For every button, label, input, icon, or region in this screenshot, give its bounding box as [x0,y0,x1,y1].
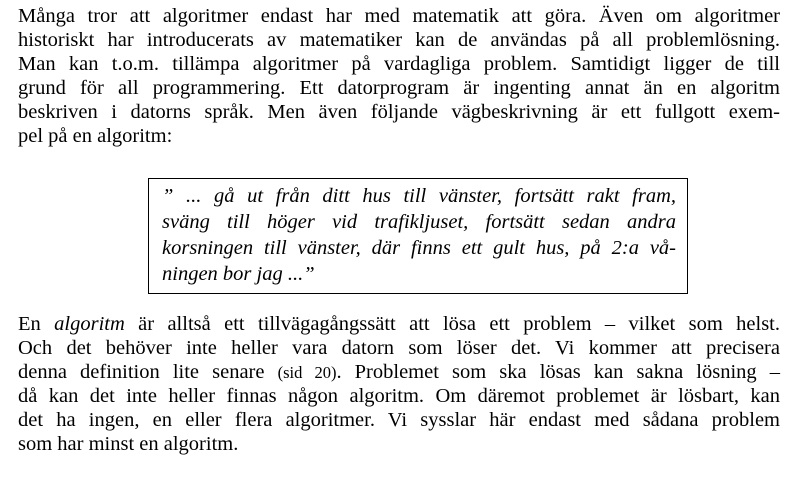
text-span: denna definition lite senare [18,361,278,383]
text-line [18,312,780,336]
text-line: då kan det inte heller finnas någon algoritm. Om däremot problemet är lösbart, kan [18,385,780,407]
text-line: historiskt har introducerats av matematiker kan de användas på all problemlösning. [18,29,780,51]
text-line: beskriven i datorns språk. Men även följande vägbeskrivning är ett fullgott exem- [18,101,780,123]
text-span: är alltså ett tillvägagångssätt att lösa ett problem – vilket som helst. [124,313,780,335]
text-line: grund för all programmering. Ett datorprogram är ingenting annat än en algoritm [18,77,780,99]
page-reference: (sid 20) [277,363,337,382]
quote-line: sväng till höger vid trafikljuset, fortsätt sedan andra [162,211,676,233]
text-line: som har minst en algoritm. [18,433,239,455]
quote-line: korsningen till vänster, där finns ett gult hus, på 2:a vå- [162,237,676,259]
text-line: pel på en algoritm: [18,125,173,147]
quote-line: ” ... gå ut från ditt hus till vänster, fortsätt rakt fram, [162,185,676,207]
text-line: Man kan t.o.m. tillämpa algoritmer på vardagliga problem. Samtidigt ligger de till [18,53,780,75]
text-span: En [18,313,55,335]
text-line: Många tror att algoritmer endast har med matematik att göra. Även om algoritmer [18,5,780,27]
text-span: . Problemet som ska lösas kan sakna lösning – [336,361,780,383]
text-line: det ha ingen, en eller flera algoritmer. Vi sysslar här endast med sådana problem [18,409,780,431]
text-line [18,360,780,385]
text-line: Och det behöver inte heller vara datorn som löser det. Vi kommer att precisera [18,337,780,359]
quote-line: ningen bor jag ...” [162,263,315,285]
term-algoritm: algoritm [54,313,125,335]
